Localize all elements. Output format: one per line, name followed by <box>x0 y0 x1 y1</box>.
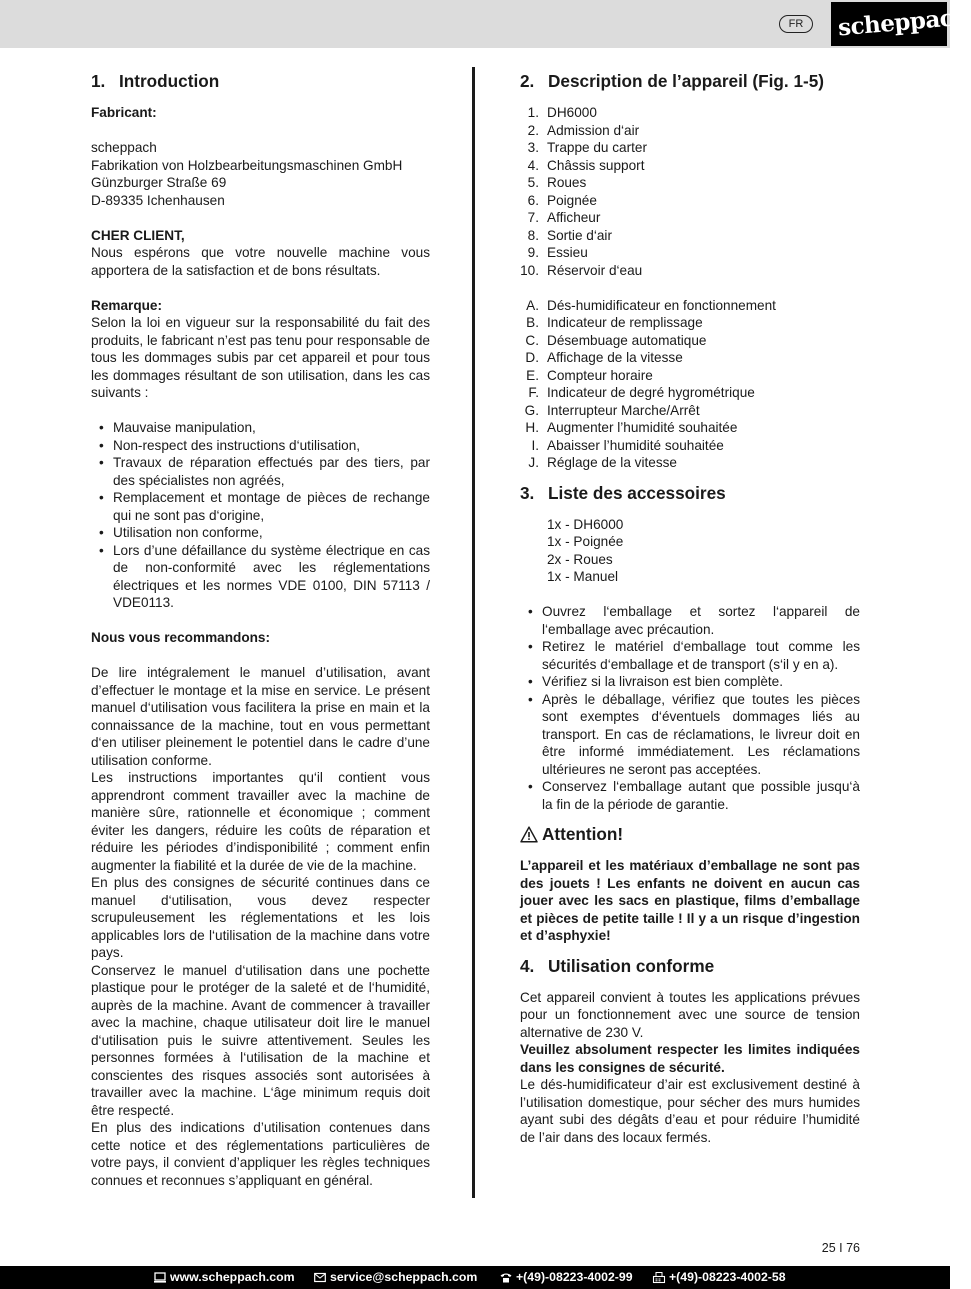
list-item: G. Interrupteur Marche/Arrêt <box>524 402 700 418</box>
section-heading-introduction: 1. Introduction <box>91 71 220 91</box>
list-item: 8. Sortie d‘air <box>527 227 612 243</box>
list-item: H. Augmenter l’humidité souhaitée <box>525 420 738 435</box>
left-column <box>91 68 430 1189</box>
brand-logo-text: scheppach <box>836 3 971 42</box>
list-item: • Après le déballage, vérifiez que toutes les pièces sont exemptes d‘éventuels dommages liés au transport. En cas de réclamations, le livreur doit en être informé immédiatement. Les réclamations ultérieures ne seront pas acceptées. <box>520 691 860 779</box>
list-item: 1x - DH6000 <box>547 516 624 532</box>
footer-email[interactable]: service@scheppach.com <box>314 1270 477 1284</box>
computer-icon <box>154 1272 166 1283</box>
list-item: • Retirez le matériel d‘emballage tout comme les sécurités d‘emballage et de transport (s‘il y en a). <box>520 638 860 673</box>
list-item: • Non-respect des instructions d‘utilisation, <box>91 437 430 455</box>
email-icon <box>314 1272 326 1283</box>
liability-cases-list <box>91 419 430 612</box>
paragraph: Les instructions importantes qu‘il contient vous apprendront comment travailler avec la machine de manière sûre, rationnelle et économique ; comment éviter les dangers, réduire les coûts de réparation et réduire les périodes d’indisponibilité ; comment enfin augmenter la fiabilité et la durée de vie de la machine. <box>91 770 430 873</box>
language-badge: FR <box>779 15 813 33</box>
phone-icon <box>500 1272 512 1283</box>
list-item: 10. Réservoir d‘eau <box>520 262 643 278</box>
list-item: F. Indicateur de degré hygrométrique <box>528 385 755 400</box>
list-item: • Vérifiez si la livraison est bien complète. <box>520 673 860 691</box>
paragraph: De lire intégralement le manuel d’utilisation, avant d’effectuer le montage et la mise en service. Le présent manuel d‘utilisation vous facilitera la prise en main et la connaissance de la machine, tout en vous permettant d‘en utiliser pleinement le potentiel dans le cadre d’une utilisation conforme. <box>91 665 430 768</box>
fax-icon <box>653 1272 665 1283</box>
list-item: 5. Roues <box>527 175 587 190</box>
footer-website[interactable]: www.scheppach.com <box>154 1270 295 1284</box>
list-item: 6. Poignée <box>527 192 597 208</box>
list-item: 4. Châssis support <box>527 157 645 173</box>
list-item: • Mauvaise manipulation, <box>91 419 430 437</box>
list-item: • Travaux de réparation effectués par des tiers, par des spécialistes non agréés, <box>91 454 430 489</box>
attention-text: L’appareil et les matériaux d’emballage ne sont pas des jouets ! Les enfants ne doivent en aucun cas jouer avec les sacs en plastique, films d’emballage et pièces de petite taille ! Il y a un risque d’ingestion et d’asphyxie! <box>520 858 860 943</box>
right-column <box>520 68 860 1146</box>
list-item: C. Désembuage automatique <box>525 332 707 348</box>
paragraph: Conservez le manuel d‘utilisation dans une pochette plastique pour le protéger de la saleté et de l‘humidité, auprès de la machine. Avant de commencer à travailler avec la machine, chaque utilisateur doit lire le manuel d‘utilisation puis le suivre attentivement. Seules les personnes formées à l‘utilisation de la machine et conscientes des risques associés sont autorisées à travailler avec la machine. L‘âge minimum requis doit être respecté. <box>91 962 430 1118</box>
footer-fax[interactable]: +(49)-08223-4002-58 <box>653 1270 786 1284</box>
list-item: 1. DH6000 <box>527 105 597 120</box>
list-item: B. Indicateur de remplissage <box>526 315 703 330</box>
intended-use-warning: Veuillez absolument respecter les limites indiquées dans les consignes de sécurité. <box>520 1042 860 1075</box>
list-item: • Conservez l‘emballage autant que possible jusqu‘à la fin de la période de garantie. <box>520 778 860 813</box>
recommend-label: Nous vous recommandons: <box>91 630 271 645</box>
remark-label: Remarque: <box>91 297 163 313</box>
attention-heading: Attention! <box>520 821 860 847</box>
paragraph: En plus des consignes de sécurité continues dans ce manuel d‘utilisation, vous devez respecter scrupuleusement les réglementations et les lois applicables lors de l‘utilisation de la machine dans votre pays. <box>91 875 430 960</box>
display-items-list <box>520 297 860 472</box>
client-text: Nous espérons que votre nouvelle machine vous apportera de la satisfaction et de bons résultats. <box>91 245 430 278</box>
list-item: 1x - Poignée <box>547 534 624 549</box>
list-item: 2x - Roues <box>547 551 613 567</box>
list-item: 3. Trappe du carter <box>527 140 647 155</box>
manufacturer-label: Fabricant: <box>91 105 157 120</box>
accessories-list <box>520 516 860 586</box>
unpacking-list <box>520 603 860 813</box>
list-item: 7. Afficheur <box>527 210 601 225</box>
list-item: I. Abaisser l’humidité souhaitée <box>531 437 724 453</box>
warning-icon <box>520 826 538 843</box>
section-heading-accessories: 3. Liste des accessoires <box>520 482 726 503</box>
manufacturer-address: scheppach Fabrikation von Holzbearbeitungsmaschinen GmbH Günzburger Straße 69 D-89335 Ichenhausen <box>91 140 403 208</box>
list-item: D. Affichage de la vitesse <box>525 350 683 365</box>
section-heading-intended-use: 4. Utilisation conforme <box>520 955 715 976</box>
paragraph: En plus des indications d’utilisation contenues dans cette notice et des réglementations particulières de votre pays, il convient d’appliquer les règles techniques connues et reconnues s’appliquant en général. <box>91 1120 430 1188</box>
section-heading-description: 2. Description de l’appareil (Fig. 1-5) <box>520 71 825 91</box>
footer-phone[interactable]: +(49)-08223-4002-99 <box>500 1270 633 1284</box>
remark-text: Selon la loi en vigueur sur la responsabilité du fait des produits, le fabricant n’est pas tenu pour responsable de tous les dommages subis par cet appareil et pour tous les dommages résultant de son utilisation, dans les cas suivants : <box>91 315 430 400</box>
list-item: 2. Admission d‘air <box>527 122 640 138</box>
list-item: • Lors d’une défaillance du système électrique en cas de non-conformité avec les réglementations électriques et les normes VDE 0100, DIN 57113 / VDE0113. <box>91 542 430 612</box>
list-item: J. Réglage de la vitesse <box>528 455 677 470</box>
intended-use-text-2: Le dés-humidificateur d’air est exclusivement destiné à l’utilisation domestique, pour sécher des murs humides ayant subi des dégâts d’eau et pour réduire l’humidité de l’air dans des locaux fermés. <box>520 1077 860 1145</box>
list-item: A. Dés-humidificateur en fonctionnement <box>526 297 776 313</box>
list-item: E. Compteur horaire <box>526 367 653 383</box>
list-item: • Utilisation non conforme, <box>91 524 430 542</box>
list-item: • Ouvrez l‘emballage et sortez l‘appareil de l‘emballage avec précaution. <box>520 603 860 638</box>
intended-use-text: Cet appareil convient à toutes les applications prévues pour un fonctionnement avec une source de tension alternative de 230 V. <box>520 989 860 1040</box>
client-label: CHER CLIENT, <box>91 227 185 243</box>
page-number: 25 I 76 <box>821 1241 860 1255</box>
list-item: • Remplacement et montage de pièces de rechange qui ne sont pas d‘origine, <box>91 489 430 524</box>
list-item: 9. Essieu <box>527 245 588 260</box>
list-item: 1x - Manuel <box>547 569 619 584</box>
parts-list <box>520 104 860 279</box>
column-divider <box>472 67 475 1198</box>
footer-bar <box>0 1266 950 1289</box>
